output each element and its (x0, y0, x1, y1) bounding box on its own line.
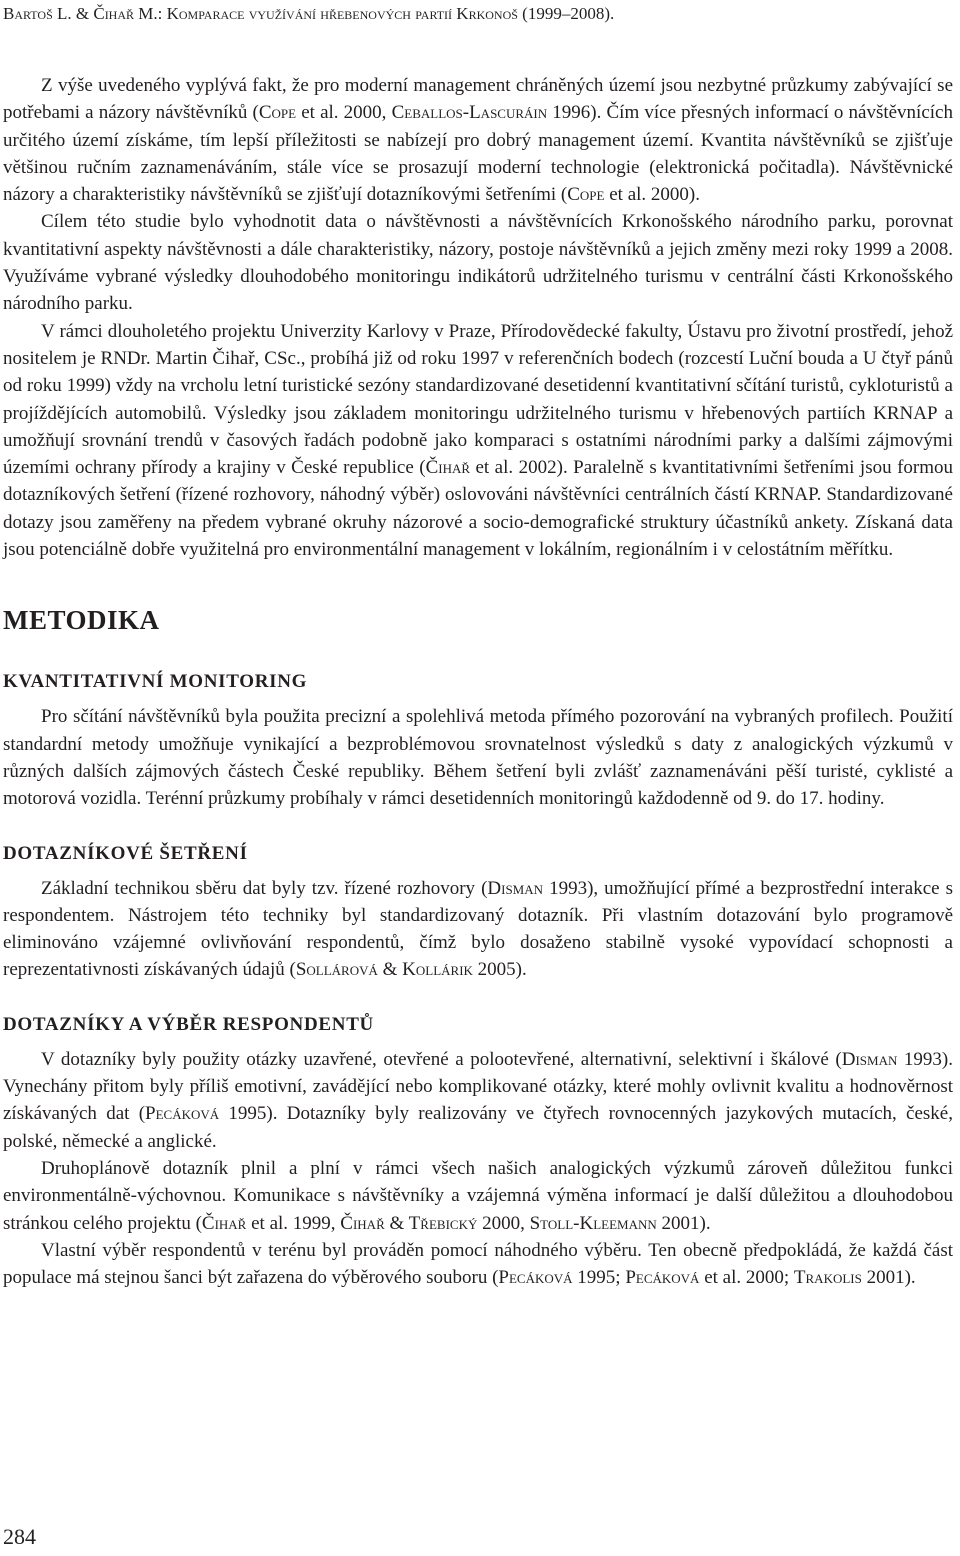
citation-author: Čihař (425, 457, 471, 479)
text-run: 2005). (472, 959, 527, 981)
text-run: 2001). (861, 1267, 916, 1289)
text-run: et al. 1999, (246, 1212, 341, 1234)
text-run: 1993). Vynechány přitom byly příliš emotivní, zavádějící nebo komplikované otázky, které mohly ovlivnit kvalitu a hodnověrnost získávaných dat ( (3, 1048, 954, 1125)
citation-author: Čihař (201, 1212, 247, 1234)
text-run: V rámci dlouholetého projektu Univerzity Karlovy v Praze, Přírodovědecké fakulty, Ústavu pro životní prostředí, jehož nositelem je RNDr. Martin Čihař, CSc., probíhá již od roku 1997 v referenčních bodech (rozcestí Luční bouda a U čtyř pánů od roku 1999) vždy na vrcholu letní turistické sezóny standardizované desetidenní kvantitativní sčítání turistů, cykloturistů a projíždějících automobilů. Výsledky jsou základem monitoringu udržitelného turismu v hřebenových partiích KRNAP a umožňují srovnání trendů v časových řadách podobně jako komparaci s ostatními národními parky a dalšími zájmovými územími ochrany přírody a krajiny v České republice ( (3, 320, 953, 479)
text-run: 2001). (656, 1212, 711, 1234)
page-number: 284 (3, 1524, 36, 1549)
citation-author: Čihař & Třebický (340, 1212, 478, 1234)
respondents-paragraph-2 (3, 1155, 953, 1237)
text-run: et al. 2002). Paralelně s kvantitativními šetřeními jsou formou dotazníkových šetření (řízené rozhovory, náhodný výběr) oslovováni návštěvníci centrálních částí KRNAP. Standardizované dotazy jsou zaměřeny na předem vybrané okruhy názorové a socio-demografické struktury účastníků ankety. Získaná data jsou potenciálně dobře využitelná pro environmentální management v lokálním, regionálním i v celostátním měřítku. (3, 457, 954, 561)
citation-author: Stoll-Kleemann (529, 1212, 657, 1234)
body-text (3, 72, 953, 1291)
section-heading-metodika: METODIKA (3, 605, 160, 636)
text-run: 1993), umožňující přímé a bezprostřední interakce s respondentem. Nástrojem této techniky byl standardizovaný dotazník. Při vlastním dotazování bylo programově eliminováno vzájemné ovlivňování respondentů, čímž bylo dosaženo stabilně vysoké vypovídací schopnosti a reprezentativnosti získávaných údajů ( (3, 877, 953, 981)
text-run: 1996). Čím více přesných informací o návštěvnících určitého území získáme, tím lepší příležitosti se nabízejí pro dobrý management území. Kvantita návštěvníků se zjišťuje většinou ručním zaznamenáváním, stále více se prosazují moderní technologie (elektronická počitadla). Návštěvnické názory a charakteristiky návštěvníků se zjišťují dotazníkovými šetřeními ( (3, 102, 953, 206)
running-header (3, 2, 943, 26)
text-run: et al. 2000, (296, 102, 392, 124)
citation-author: Disman (841, 1048, 898, 1070)
citation-author: Pecáková (625, 1267, 700, 1289)
citation-author: Sollárová & Kollárik (295, 959, 473, 981)
text-run: Základní technikou sběru dat byly tzv. řízené rozhovory ( (41, 877, 488, 899)
text-run: Vlastní výběr respondentů v terénu byl prováděn pomocí náhodného výběru. Ten obecně předpokládá, že každá část populace má stejnou šanci být zařazena do výběrového souboru ( (3, 1239, 953, 1289)
respondents-paragraph-1 (3, 1046, 953, 1155)
citation-author: Ceballos-Lascuráin (391, 102, 548, 124)
header-authors: Bartoš L. & Čihař M.: (3, 4, 163, 23)
respondents-paragraph-3 (3, 1237, 953, 1292)
text-run: 2000, (477, 1212, 530, 1234)
text-run: 1995). Dotazníky byly realizovány ve čtyřech rovnocenných jazykových mutacích, české, polské, německé a anglické. (3, 1103, 953, 1152)
citation-author: Trakolis (793, 1267, 862, 1289)
citation-author: Disman (487, 877, 544, 899)
text-run: Druhoplánově dotazník plnil a plní v rámci všech našich analogických výzkumů zároveň důležitou funkci environmentálně-výchovnou. Komunikace s návštěvníky a vzájemná výměna informací je další důležitou a dlouhodobou stránkou celého projektu ( (3, 1157, 953, 1234)
citation-author: Cope (567, 184, 605, 206)
text-run: V dotazníky byly použity otázky uzavřené, otevřené a polootevřené, alternativní, selektivní i škálové ( (41, 1048, 842, 1070)
citation-author: Pecáková (498, 1267, 573, 1289)
header-title: Komparace využívání hřebenových partií Krkonoš (1999–2008). (166, 4, 615, 23)
subsection-heading-respondents: DOTAZNÍKY A VÝBĚR RESPONDENTŮ (3, 1013, 374, 1035)
quant-paragraph-1: Pro sčítání návštěvníků byla použita precizní a spolehlivá metoda přímého pozorování na vybraných profilech. Použití standardní metody umožňuje vynikající a bezproblémovou srovnatelnost výsledků s daty z analogických výzkumů v různých dalších zájmových částech České republiky. Během šetření byli zvlášť zaznamenáváni pěší turisté, cyklisté a motorová vozidla. Terénní průzkumy probíhaly v rámci desetidenních monitoringů každodenně od 9. do 17. hodiny. (3, 706, 953, 810)
text-run: 1995; (572, 1267, 626, 1289)
subsection-heading-quantitative: KVANTITATIVNÍ MONITORING (3, 671, 308, 693)
intro-paragraph-1 (3, 72, 953, 208)
citation-author: Cope (258, 102, 297, 124)
subsection-heading-survey: DOTAZNÍKOVÉ ŠETŘENÍ (3, 842, 248, 864)
citation-author: Pecáková (145, 1103, 220, 1125)
intro-paragraph-3 (3, 318, 953, 564)
survey-paragraph-1 (3, 875, 953, 984)
intro-paragraph-2: Cílem této studie bylo vyhodnotit data o návštěvnosti a návštěvnících Krkonošského národního parku, porovnat kvantitativní aspekty návštěvnosti a dále charakteristiky, názory, postoje návštěvníků a jejich změny mezi roky 1999 a 2008. Využíváme vybrané výsledky dlouhodobého monitoringu indikátorů udržitelného turismu v centrální části Krkonošského národního parku. (3, 211, 953, 315)
text-run: et al. 2000; (699, 1267, 794, 1289)
text-run: Z výše uvedeného vyplývá fakt, že pro moderní management chráněných území jsou nezbytné průzkumy zabývající se potřebami a názory návštěvníků ( (3, 75, 953, 124)
text-run: et al. 2000). (604, 184, 700, 206)
